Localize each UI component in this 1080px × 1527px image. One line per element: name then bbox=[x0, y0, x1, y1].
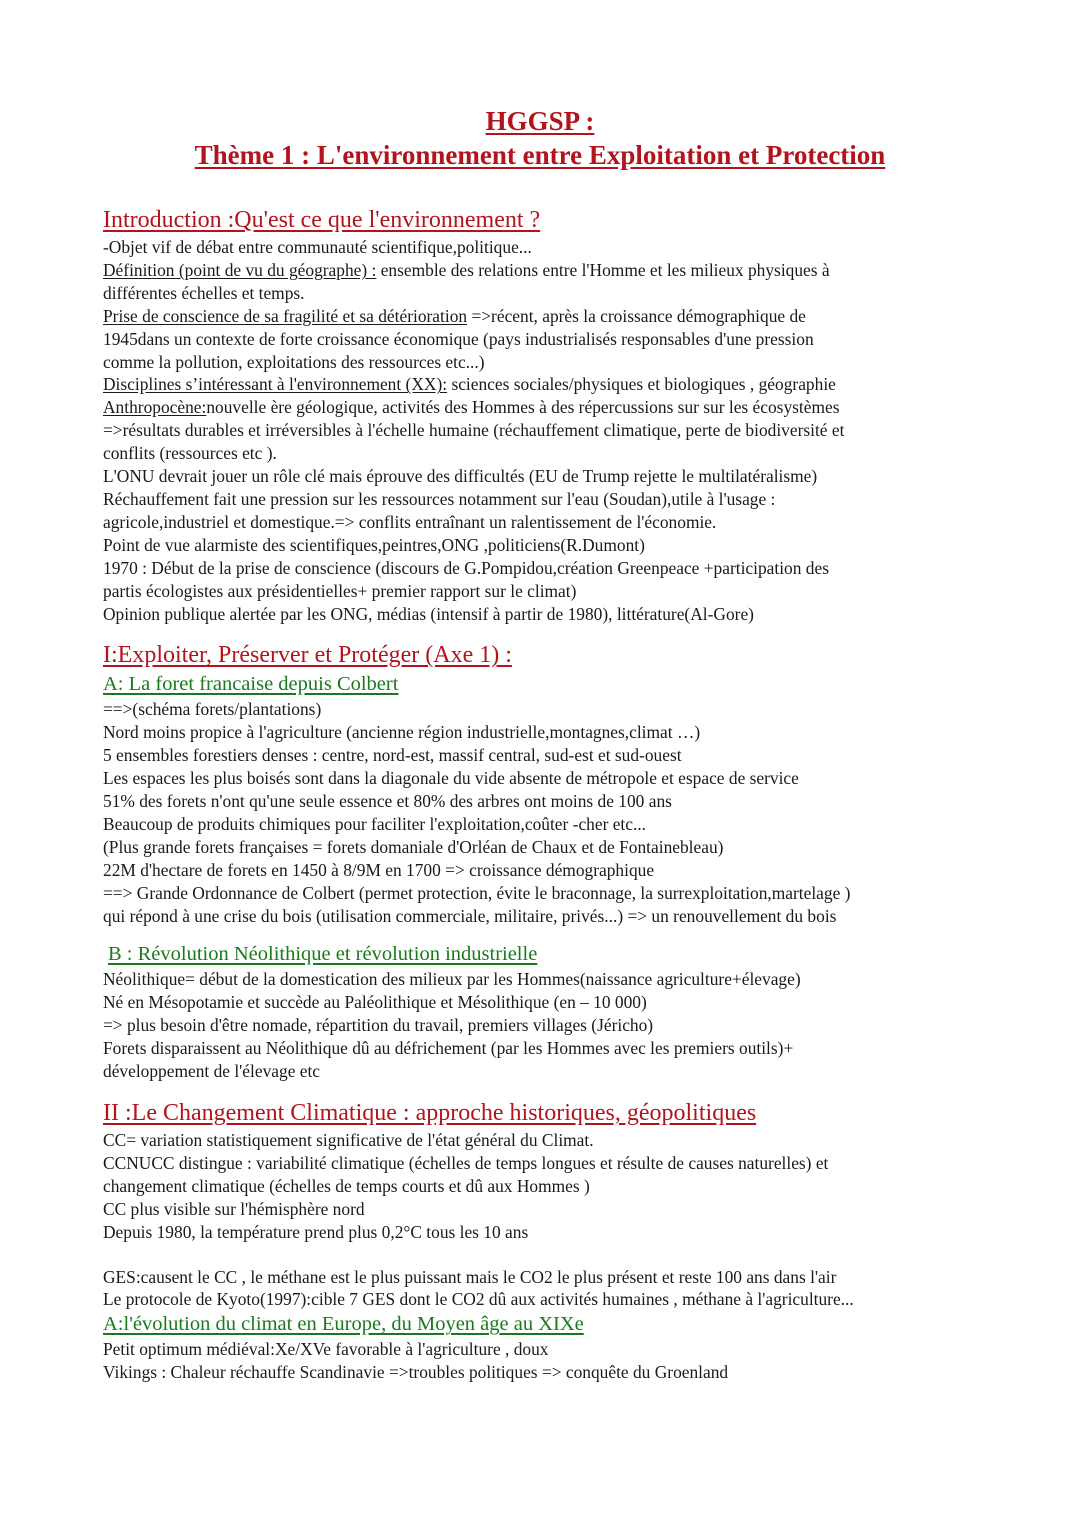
text-line: Né en Mésopotamie et succède au Paléolithique et Mésolithique (en – 10 000) bbox=[103, 992, 647, 1013]
definition-label: Définition (point de vu du géographe) : bbox=[103, 259, 377, 280]
document-subtitle: Thème 1 : L'environnement entre Exploitation et Protection bbox=[194, 140, 886, 170]
prise-text: =>récent, après la croissance démographique de bbox=[467, 305, 806, 326]
text-line: Les espaces les plus boisés sont dans la diagonale du vide absente de métropole et espace de service bbox=[103, 768, 799, 789]
intro-definition bbox=[103, 259, 983, 282]
part1-subA-lines bbox=[103, 698, 983, 927]
intro-line: L'ONU devrait jouer un rôle clé mais éprouve des difficultés (EU de Trump rejette le multilatéralisme) bbox=[103, 466, 818, 487]
document-body bbox=[103, 204, 983, 1384]
intro-anthropocene bbox=[103, 396, 983, 419]
part2-lines bbox=[103, 1129, 983, 1244]
text-line: qui répond à une crise du bois (utilisation commerciale, militaire, privés...) => un renouvellement du bois bbox=[103, 905, 837, 926]
text-line: 5 ensembles forestiers denses : centre, nord-est, massif central, sud-est et sud-ouest bbox=[103, 745, 682, 766]
intro-line: -Objet vif de débat entre communauté scientifique,politique... bbox=[103, 237, 532, 257]
anthropocene-label: Anthropocène: bbox=[103, 397, 207, 418]
intro-prise bbox=[103, 305, 983, 328]
text-line: Beaucoup de produits chimiques pour faciliter l'exploitation,coûter -cher etc... bbox=[103, 813, 647, 834]
part1-heading: I:Exploiter, Préserver et Protéger (Axe 1) : bbox=[103, 642, 512, 669]
text-line: CC= variation statistiquement significative de l'état général du Climat. bbox=[103, 1130, 594, 1150]
text-line: Néolithique= début de la domestication des milieux par les Hommes(naissance agriculture+élevage) bbox=[103, 969, 801, 990]
text-line: ==> Grande Ordonnance de Colbert (permet protection, évite le braconnage, la surrexploitation,martelage ) bbox=[103, 882, 851, 903]
spacer bbox=[103, 927, 983, 941]
text-line: Nord moins propice à l'agriculture (ancienne région industrielle,montagnes,climat …) bbox=[103, 722, 701, 743]
intro-line: comme la pollution, exploitations des ressources etc...) bbox=[103, 351, 485, 372]
part1-subA-heading: A: La foret francaise depuis Colbert bbox=[103, 673, 399, 696]
intro-line: Réchauffement fait une pression sur les ressources notamment sur l'eau (Soudan),utile à l'usage : bbox=[103, 488, 776, 509]
text-line: Petit optimum médiéval:Xe/XVe favorable à l'agriculture , doux bbox=[103, 1339, 549, 1360]
text-line: Vikings : Chaleur réchauffe Scandinavie =>troubles politiques => conquête du Groenland bbox=[103, 1362, 729, 1383]
text-line: ==>(schéma forets/plantations) bbox=[103, 699, 322, 720]
part2-lines-ges bbox=[103, 1266, 983, 1312]
part1-subB-heading: B : Révolution Néolithique et révolution industrielle bbox=[108, 943, 538, 966]
prise-label: Prise de conscience de sa fragilité et sa détérioration bbox=[103, 305, 468, 326]
spacer bbox=[103, 1244, 983, 1266]
text-line: Le protocole de Kyoto(1997):cible 7 GES dont le CO2 dû aux activités humaines , méthane à l'agriculture... bbox=[103, 1289, 854, 1310]
text-line: GES:causent le CC , le méthane est le plus puissant mais le CO2 le plus présent et reste 100 ans dans l'air bbox=[103, 1266, 837, 1287]
intro-line: différentes échelles et temps. bbox=[103, 282, 305, 303]
text-line: CCNUCC distingue : variabilité climatique (échelles de temps longues et résulte de causes naturelles) et bbox=[103, 1152, 829, 1173]
disciplines-label: Disciplines s’intéressant à l'environnement (XX): bbox=[103, 374, 448, 395]
intro-disciplines bbox=[103, 373, 983, 396]
spacer bbox=[103, 1083, 983, 1097]
text-line: CC plus visible sur l'hémisphère nord bbox=[103, 1198, 365, 1219]
document-title: HGGSP : bbox=[485, 106, 595, 136]
text-line: 51% des forets n'ont qu'une seule essence et 80% des arbres ont moins de 100 ans bbox=[103, 791, 672, 812]
intro-line: Opinion publique alertée par les ONG, médias (intensif à partir de 1980), littérature(Al-Gore) bbox=[103, 603, 754, 624]
intro-line: 1970 : Début de la prise de conscience (discours de G.Pompidou,création Greenpeace +participation des bbox=[103, 557, 829, 578]
intro-line: =>résultats durables et irréversibles à l'échelle humaine (réchauffement climatique, perte de biodiversité et bbox=[103, 420, 845, 441]
intro-line: conflits (ressources etc ). bbox=[103, 443, 277, 464]
text-line: (Plus grande forets françaises = forets domaniale d'Orléan de Chaux et de Fontainebleau) bbox=[103, 836, 724, 857]
intro-line: Point de vue alarmiste des scientifiques,peintres,ONG ,politiciens(R.Dumont) bbox=[103, 534, 645, 555]
part2-heading: II :Le Changement Climatique : approche historiques, géopolitiques bbox=[103, 1100, 757, 1126]
definition-text: ensemble des relations entre l'Homme et les milieux physiques à bbox=[376, 259, 830, 280]
text-line: changement climatique (échelles de temps courts et dû aux Hommes ) bbox=[103, 1175, 590, 1196]
text-line: Forets disparaissent au Néolithique dû au défrichement (par les Hommes avec les premiers outils)+ bbox=[103, 1038, 794, 1059]
intro-line: agricole,industriel et domestique.=> conflits entraînant un ralentissement de l'économie. bbox=[103, 511, 717, 532]
anthropocene-text: nouvelle ère géologique, activités des Hommes à des répercussions sur sur les écosystèmes bbox=[206, 397, 840, 418]
part2-subA-heading: A:l'évolution du climat en Europe, du Moyen âge au XIXe bbox=[103, 1313, 584, 1336]
part2-subA-lines bbox=[103, 1338, 983, 1384]
text-line: développement de l'élevage etc bbox=[103, 1061, 321, 1082]
disciplines-text: sciences sociales/physiques et biologiques , géographie bbox=[447, 374, 836, 395]
text-line: 22M d'hectare de forets en 1450 à 8/9M en 1700 => croissance démographique bbox=[103, 859, 655, 880]
text-line: Depuis 1980, la température prend plus 0,2°C tous les 10 ans bbox=[103, 1221, 529, 1242]
part1-subB-lines bbox=[103, 968, 983, 1083]
text-line: => plus besoin d'être nomade, répartition du travail, premiers villages (Jéricho) bbox=[103, 1015, 654, 1036]
intro-line: 1945dans un contexte de forte croissance économique (pays industrialisés responsables d'une pression bbox=[103, 328, 814, 349]
intro-heading: Introduction :Qu'est ce que l'environnement ? bbox=[103, 207, 541, 233]
intro-line: partis écologistes aux présidentielles+ premier rapport sur le climat) bbox=[103, 580, 577, 601]
spacer bbox=[103, 625, 983, 639]
